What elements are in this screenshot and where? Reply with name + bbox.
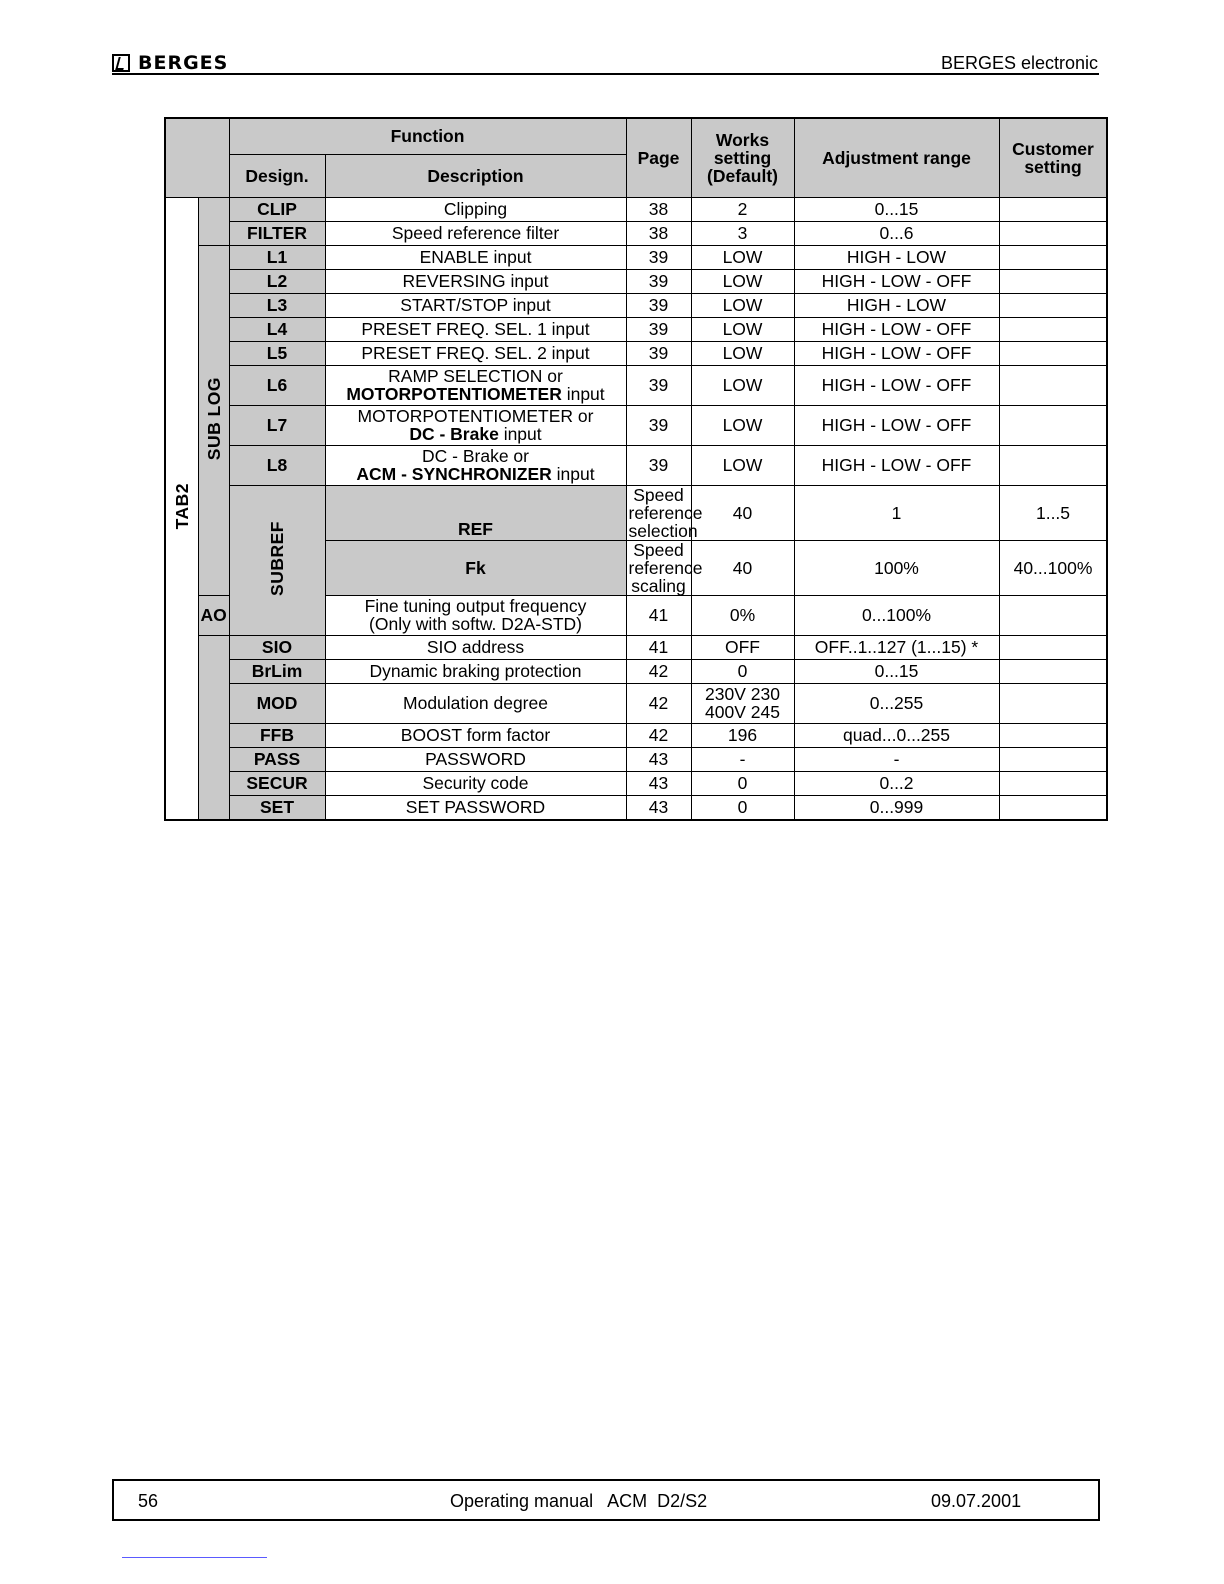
- footer: [112, 1479, 1100, 1521]
- header-corner: [165, 118, 229, 197]
- table-row: L7 MOTORPOTENTIOMETER or DC - Brake input 39 LOW HIGH - LOW - OFF: [165, 405, 1107, 445]
- group-blank-top: [198, 197, 229, 245]
- table-row: FILTER Speed reference filter 38 3 0...6: [165, 221, 1107, 245]
- table-row: L5 PRESET FREQ. SEL. 2 input 39 LOW HIGH - LOW - OFF: [165, 341, 1107, 365]
- customer-cell: [999, 269, 1107, 293]
- header-design: Design.: [229, 154, 325, 197]
- works-cell: 230V 230 400V 245: [691, 683, 794, 723]
- description-cell: Fine tuning output frequency (Only with softw. D2A-STD): [325, 595, 626, 635]
- customer-cell: [999, 221, 1107, 245]
- customer-cell: [999, 683, 1107, 723]
- customer-cell: [999, 365, 1107, 405]
- customer-cell: [999, 341, 1107, 365]
- group-subref: SUBREF: [229, 485, 325, 635]
- customer-cell: [999, 747, 1107, 771]
- brand-name: BERGES: [138, 52, 229, 74]
- table-row: SUBREF REF Speed reference selection 40 1 1...5: [165, 485, 1107, 540]
- customer-cell: [999, 771, 1107, 795]
- parameter-table: [164, 117, 1108, 821]
- customer-cell: [999, 795, 1107, 820]
- bottom-link-line: [122, 1557, 267, 1558]
- header-adjustment-range: Adjustment range: [794, 118, 999, 197]
- table-row: SET SET PASSWORD 43 0 0...999: [165, 795, 1107, 820]
- group-sublog: SUB LOG: [198, 245, 229, 595]
- customer-cell: [999, 659, 1107, 683]
- customer-cell: [999, 293, 1107, 317]
- brand-logo: [112, 52, 228, 74]
- customer-cell: [999, 405, 1107, 445]
- group-tab2: TAB2: [165, 197, 198, 820]
- table-row: PASS PASSWORD 43 - -: [165, 747, 1107, 771]
- table-row: SIO SIO address 41 OFF OFF..1..127 (1...15) *: [165, 635, 1107, 659]
- table-row: Fk Speed reference scaling 40 100% 40...100%: [165, 540, 1107, 595]
- table-row: L6 RAMP SELECTION or MOTORPOTENTIOMETER input 39 LOW HIGH - LOW - OFF: [165, 365, 1107, 405]
- header-customer-setting: Customer setting: [999, 118, 1107, 197]
- group-blank-bottom: [198, 635, 229, 820]
- table-row: L8 DC - Brake or ACM - SYNCHRONIZER input 39 LOW HIGH - LOW - OFF: [165, 445, 1107, 485]
- footer-page-number: 56: [138, 1491, 159, 1511]
- header-page: Page: [626, 118, 691, 197]
- footer-date: 09.07.2001: [931, 1491, 1022, 1511]
- customer-cell: [999, 197, 1107, 221]
- header-function: Function: [229, 118, 626, 154]
- customer-cell: [999, 317, 1107, 341]
- customer-cell: [999, 245, 1107, 269]
- header-rule: [112, 73, 1099, 75]
- description-cell: RAMP SELECTION or MOTORPOTENTIOMETER input: [325, 365, 626, 405]
- description-cell: MOTORPOTENTIOMETER or DC - Brake input: [325, 405, 626, 445]
- header-description: Description: [325, 154, 626, 197]
- description-cell: DC - Brake or ACM - SYNCHRONIZER input: [325, 445, 626, 485]
- customer-cell: [999, 445, 1107, 485]
- header-works-setting: Works setting (Default): [691, 118, 794, 197]
- table-row: SUB LOG L1 ENABLE input 39 LOW HIGH - LOW: [165, 245, 1107, 269]
- table-row: FFB BOOST form factor 42 196 quad...0...255: [165, 723, 1107, 747]
- table-row: BrLim Dynamic braking protection 42 0 0...15: [165, 659, 1107, 683]
- table-row: AO Fine tuning output frequency (Only with softw. D2A-STD) 41 0% 0...100%: [165, 595, 1107, 635]
- customer-cell: [999, 595, 1107, 635]
- customer-cell: [999, 723, 1107, 747]
- header-company: BERGES electronic: [940, 53, 1098, 73]
- footer-title: Operating manual ACM D2/S2: [450, 1491, 708, 1511]
- customer-cell: [999, 635, 1107, 659]
- table-row: SECUR Security code 43 0 0...2: [165, 771, 1107, 795]
- berges-logo-icon: [112, 54, 130, 72]
- table-row: L3 START/STOP input 39 LOW HIGH - LOW: [165, 293, 1107, 317]
- table-row: TAB2 CLIP Clipping 38 2 0...15: [165, 197, 1107, 221]
- table-row: L4 PRESET FREQ. SEL. 1 input 39 LOW HIGH - LOW - OFF: [165, 317, 1107, 341]
- table-row: L2 REVERSING input 39 LOW HIGH - LOW - OFF: [165, 269, 1107, 293]
- table-row: MOD Modulation degree 42 230V 230 400V 245 0...255: [165, 683, 1107, 723]
